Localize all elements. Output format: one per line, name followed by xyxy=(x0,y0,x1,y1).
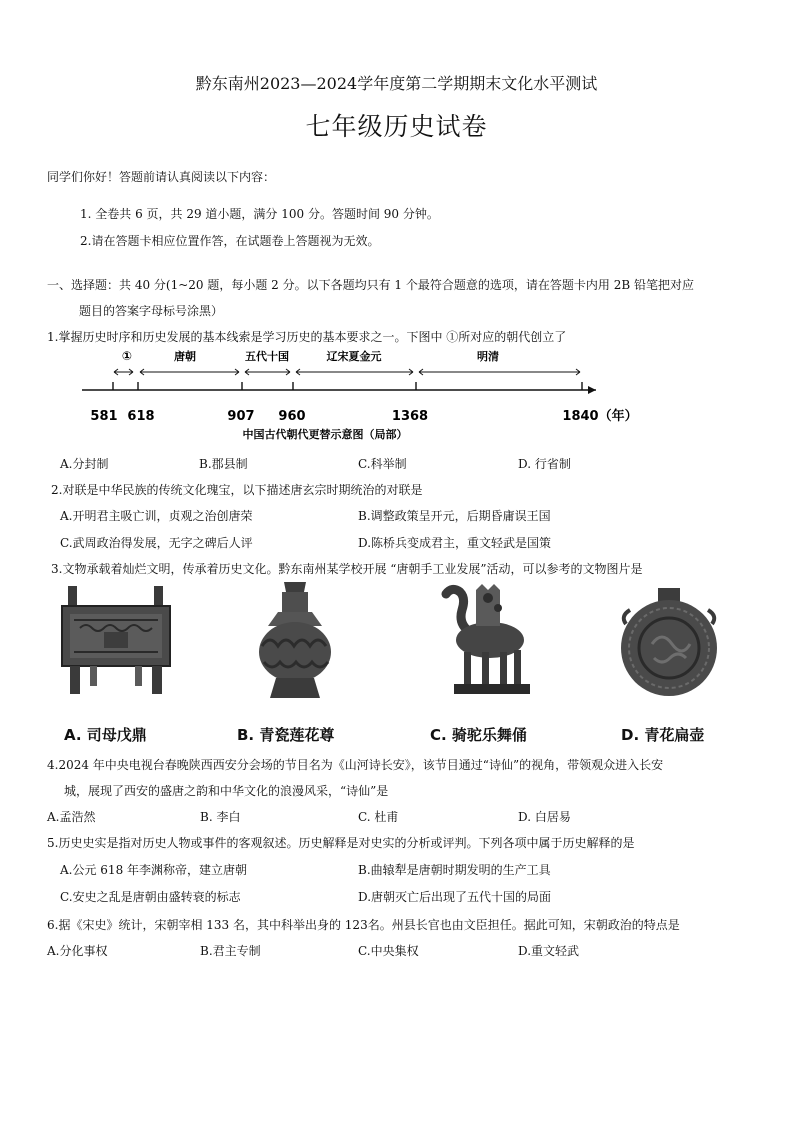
q1-option-c[interactable]: C.科举制 xyxy=(358,457,407,471)
q1-option-d[interactable]: D. 行省制 xyxy=(518,457,571,471)
q2-option-b[interactable]: B.调整政策呈开元，后期昏庸误王国 xyxy=(358,509,551,523)
q2-option-c[interactable]: C.武周政治得发展，无字之碑后人评 xyxy=(60,536,253,550)
question-3-stem: 3.文物承载着灿烂文明，传承着历史文化。黔东南州某学校开展 “唐朝手工业发展”活动，可以参考的文物图片是 xyxy=(51,562,643,576)
timeline-year: 1840（年） xyxy=(562,409,638,424)
question-2-stem: 2.对联是中华民族的传统文化瑰宝，以下描述唐玄宗时期统治的对联是 xyxy=(51,483,423,497)
timeline-year: 618 xyxy=(127,409,155,424)
timeline-segment-label: 辽宋夏金元 xyxy=(326,350,382,363)
q5-option-c[interactable]: C.安史之乱是唐朝由盛转衰的标志 xyxy=(60,890,241,904)
q5-option-a[interactable]: A.公元 618 年李渊称帝，建立唐朝 xyxy=(60,863,248,877)
q4-option-c[interactable]: C. 杜甫 xyxy=(358,810,399,824)
q3-caption-c[interactable]: C. 骑驼乐舞俑 xyxy=(430,726,527,744)
timeline-segment-arrows xyxy=(114,369,580,375)
exam-title: 黔东南州2023—2024学年度第二学期期末文化水平测试 xyxy=(195,74,598,93)
question-4-stem-line2: 城，展现了西安的盛唐之韵和中华文化的浪漫风采，“诗仙”是 xyxy=(64,784,389,798)
q2-option-a[interactable]: A.开明君主吸亡训，贞观之治创唐荣 xyxy=(60,509,253,523)
timeline-year: 581 xyxy=(90,409,118,424)
q1-option-a[interactable]: A.分封制 xyxy=(60,457,109,471)
q4-option-b[interactable]: B. 李白 xyxy=(200,810,241,824)
timeline-segment-label: ① xyxy=(121,349,133,363)
timeline-segment-label: 唐朝 xyxy=(174,350,196,363)
simuwu-ding-image[interactable] xyxy=(60,584,172,696)
timeline-year: 960 xyxy=(278,409,306,424)
q3-caption-b[interactable]: B. 青瓷莲花尊 xyxy=(237,726,335,744)
timeline-year: 907 xyxy=(227,409,255,424)
celadon-lotus-zun-image[interactable] xyxy=(254,580,336,700)
timeline-year: 1368 xyxy=(391,409,429,424)
timeline-caption: 中国古代朝代更替示意图（局部） xyxy=(242,428,408,441)
timeline-ticks xyxy=(113,382,582,390)
q6-option-b[interactable]: B.君主专制 xyxy=(200,944,261,958)
exam-subtitle: 七年级历史试卷 xyxy=(305,112,488,141)
q4-option-a[interactable]: A.孟浩然 xyxy=(47,810,96,824)
q6-option-c[interactable]: C.中央集权 xyxy=(358,944,419,958)
instruction-item-1: 1. 全卷共 6 页，共 29 道小题，满分 100 分。答题时间 90 分钟。 xyxy=(80,207,439,221)
section-header-line2: 题目的答案字母标号涂黑） xyxy=(79,304,224,318)
question-4-stem-line1: 4.2024 年中央电视台春晚陕西西安分会场的节目名为《山河诗长安》，该节目通过“诗仙”的视角，带领观众进入长安 xyxy=(47,758,664,772)
timeline-segment-label: 五代十国 xyxy=(245,350,289,363)
instructions-greeting: 同学们你好！答题前请认真阅读以下内容： xyxy=(47,170,276,184)
q4-option-d[interactable]: D. 白居易 xyxy=(518,810,571,824)
q3-caption-d[interactable]: D. 青花扁壶 xyxy=(621,726,705,744)
question-5-stem: 5.历史史实是指对历史人物或事件的客观叙述。历史解释是对史实的分析或评判。下列各项中属于历史解释的是 xyxy=(47,836,635,850)
timeline-segment-label: 明清 xyxy=(477,350,499,363)
question-1-stem: 1.掌握历史时序和历史发展的基本线索是学习历史的基本要求之一。下图中 ①所对应的朝代创立了 xyxy=(47,330,567,344)
camel-musicians-figurine-image[interactable] xyxy=(438,584,532,698)
q6-option-d[interactable]: D.重文轻武 xyxy=(518,944,580,958)
instruction-item-2: 2.请在答题卡相应位置作答，在试题卷上答题视为无效。 xyxy=(80,234,380,248)
q2-option-d[interactable]: D.陈桥兵变成君主，重文轻武是国策 xyxy=(358,536,552,550)
blue-white-flask-image[interactable] xyxy=(616,586,722,698)
q6-option-a[interactable]: A.分化事权 xyxy=(47,944,108,958)
q5-option-d[interactable]: D.唐朝灭亡后出现了五代十国的局面 xyxy=(358,890,552,904)
dynasty-timeline xyxy=(80,344,638,442)
q3-caption-a[interactable]: A. 司母戊鼎 xyxy=(64,726,147,744)
question-6-stem: 6.据《宋史》统计，宋朝宰相 133 名，其中科举出身的 123名。州县长官也由文臣担任。据此可知，宋朝政治的特点是 xyxy=(47,918,680,932)
timeline-axis-arrow xyxy=(588,386,596,394)
q5-option-b[interactable]: B.曲辕犁是唐朝时期发明的生产工具 xyxy=(358,863,551,877)
q1-option-b[interactable]: B.郡县制 xyxy=(199,457,248,471)
section-header-line1: 一、选择题：共 40 分(1~20 题，每小题 2 分。以下各题均只有 1 个最符合题意的选项，请在答题卡内用 2B 铅笔把对应 xyxy=(47,278,694,292)
